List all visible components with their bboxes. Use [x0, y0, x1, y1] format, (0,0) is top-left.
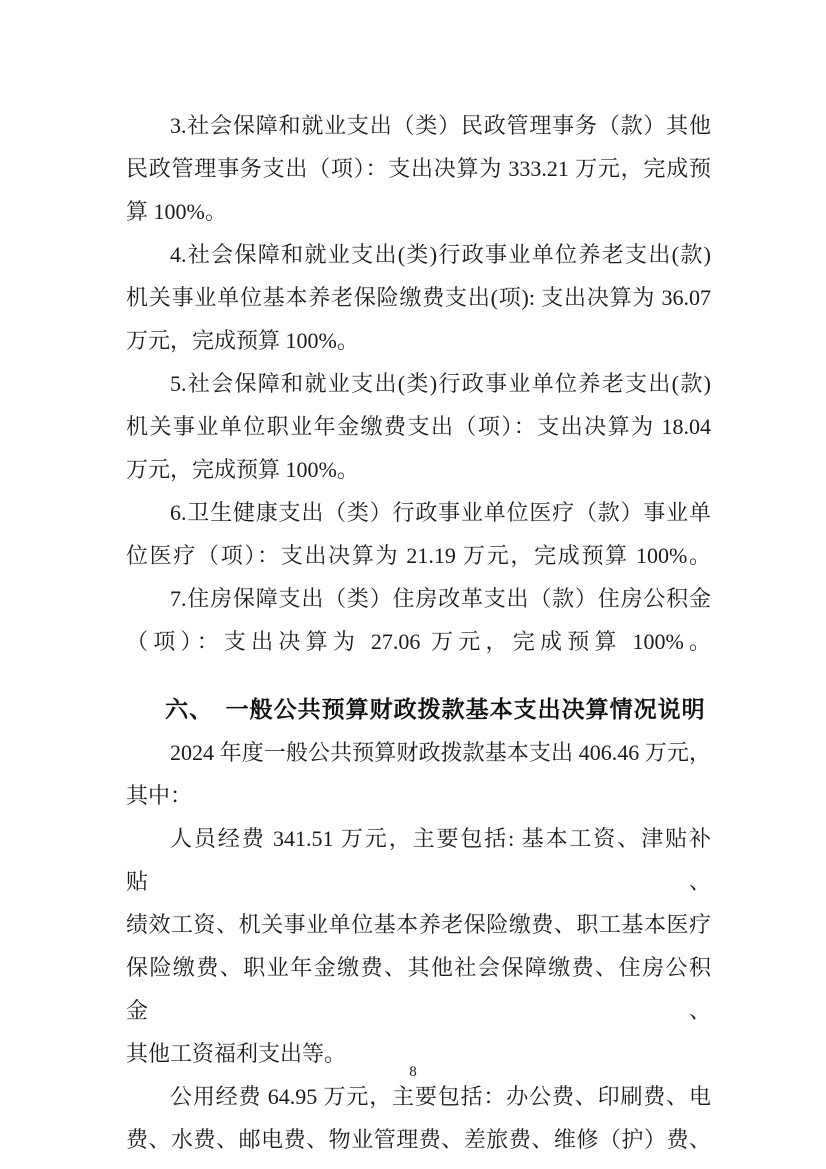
text-line: （项）：支出决算为 27.06 万元，完成预算 100%。: [126, 629, 711, 654]
paragraph-personnel-funds: [126, 817, 711, 1075]
text-line: 5.社会保障和就业支出(类)行政事业单位养老支出(款): [170, 371, 711, 396]
paragraph-public-funds: [126, 1075, 711, 1161]
text-line: 机关事业单位基本养老保险缴费支出(项): 支出决算为 36.07: [126, 285, 711, 310]
text-line: 人员经费 341.51 万元，主要包括: 基本工资、津贴补贴、: [126, 826, 711, 894]
text-line: 其他工资福利支出等。: [126, 1041, 347, 1066]
text-line: 万元，完成预算 100%。: [126, 457, 359, 482]
paragraph-expense-item-3: [126, 104, 711, 233]
paragraph-expense-item-7: [126, 577, 711, 663]
text-line: 费、水费、邮电费、物业管理费、差旅费、维修（护）费、: [126, 1127, 711, 1152]
paragraph-basic-expenditure-total: [126, 731, 711, 817]
text-line: 3.社会保障和就业支出（类）民政管理事务（款）其他: [170, 113, 711, 138]
paragraph-expense-item-6: [126, 491, 711, 577]
text-line: 绩效工资、机关事业单位基本养老保险缴费、职工基本医疗: [126, 912, 711, 937]
text-line: 保险缴费、职业年金缴费、其他社会保障缴费、住房公积金、: [126, 955, 711, 1023]
text-line: 6.卫生健康支出（类）行政事业单位医疗（款）事业单: [170, 500, 711, 525]
text-line: 机关事业单位职业年金缴费支出（项）：支出决算为 18.04: [126, 414, 711, 439]
paragraph-expense-item-4: [126, 233, 711, 362]
text-line: 算 100%。: [126, 199, 227, 224]
page-number: 8: [409, 1064, 417, 1080]
text-line: 7.住房保障支出（类）住房改革支出（款）住房公积金: [170, 586, 711, 611]
document-body: [126, 104, 711, 1161]
paragraph-expense-item-5: [126, 362, 711, 491]
section-heading: 六、 一般公共预算财政拨款基本支出决算情况说明: [165, 696, 706, 722]
text-line: 民政管理事务支出（项）：支出决算为 333.21 万元，完成预: [126, 156, 711, 181]
text-line: 位医疗（项）：支出决算为 21.19 万元，完成预算 100%。: [126, 543, 711, 568]
text-line: 2024 年度一般公共预算财政拨款基本支出 406.46 万元，: [170, 740, 711, 765]
text-line: 其中：: [126, 783, 193, 808]
text-line: 万元，完成预算 100%。: [126, 328, 359, 353]
text-line: 4.社会保障和就业支出(类)行政事业单位养老支出(款): [170, 242, 711, 267]
text-line: 公用经费 64.95 万元，主要包括：办公费、印刷费、电: [170, 1084, 711, 1109]
